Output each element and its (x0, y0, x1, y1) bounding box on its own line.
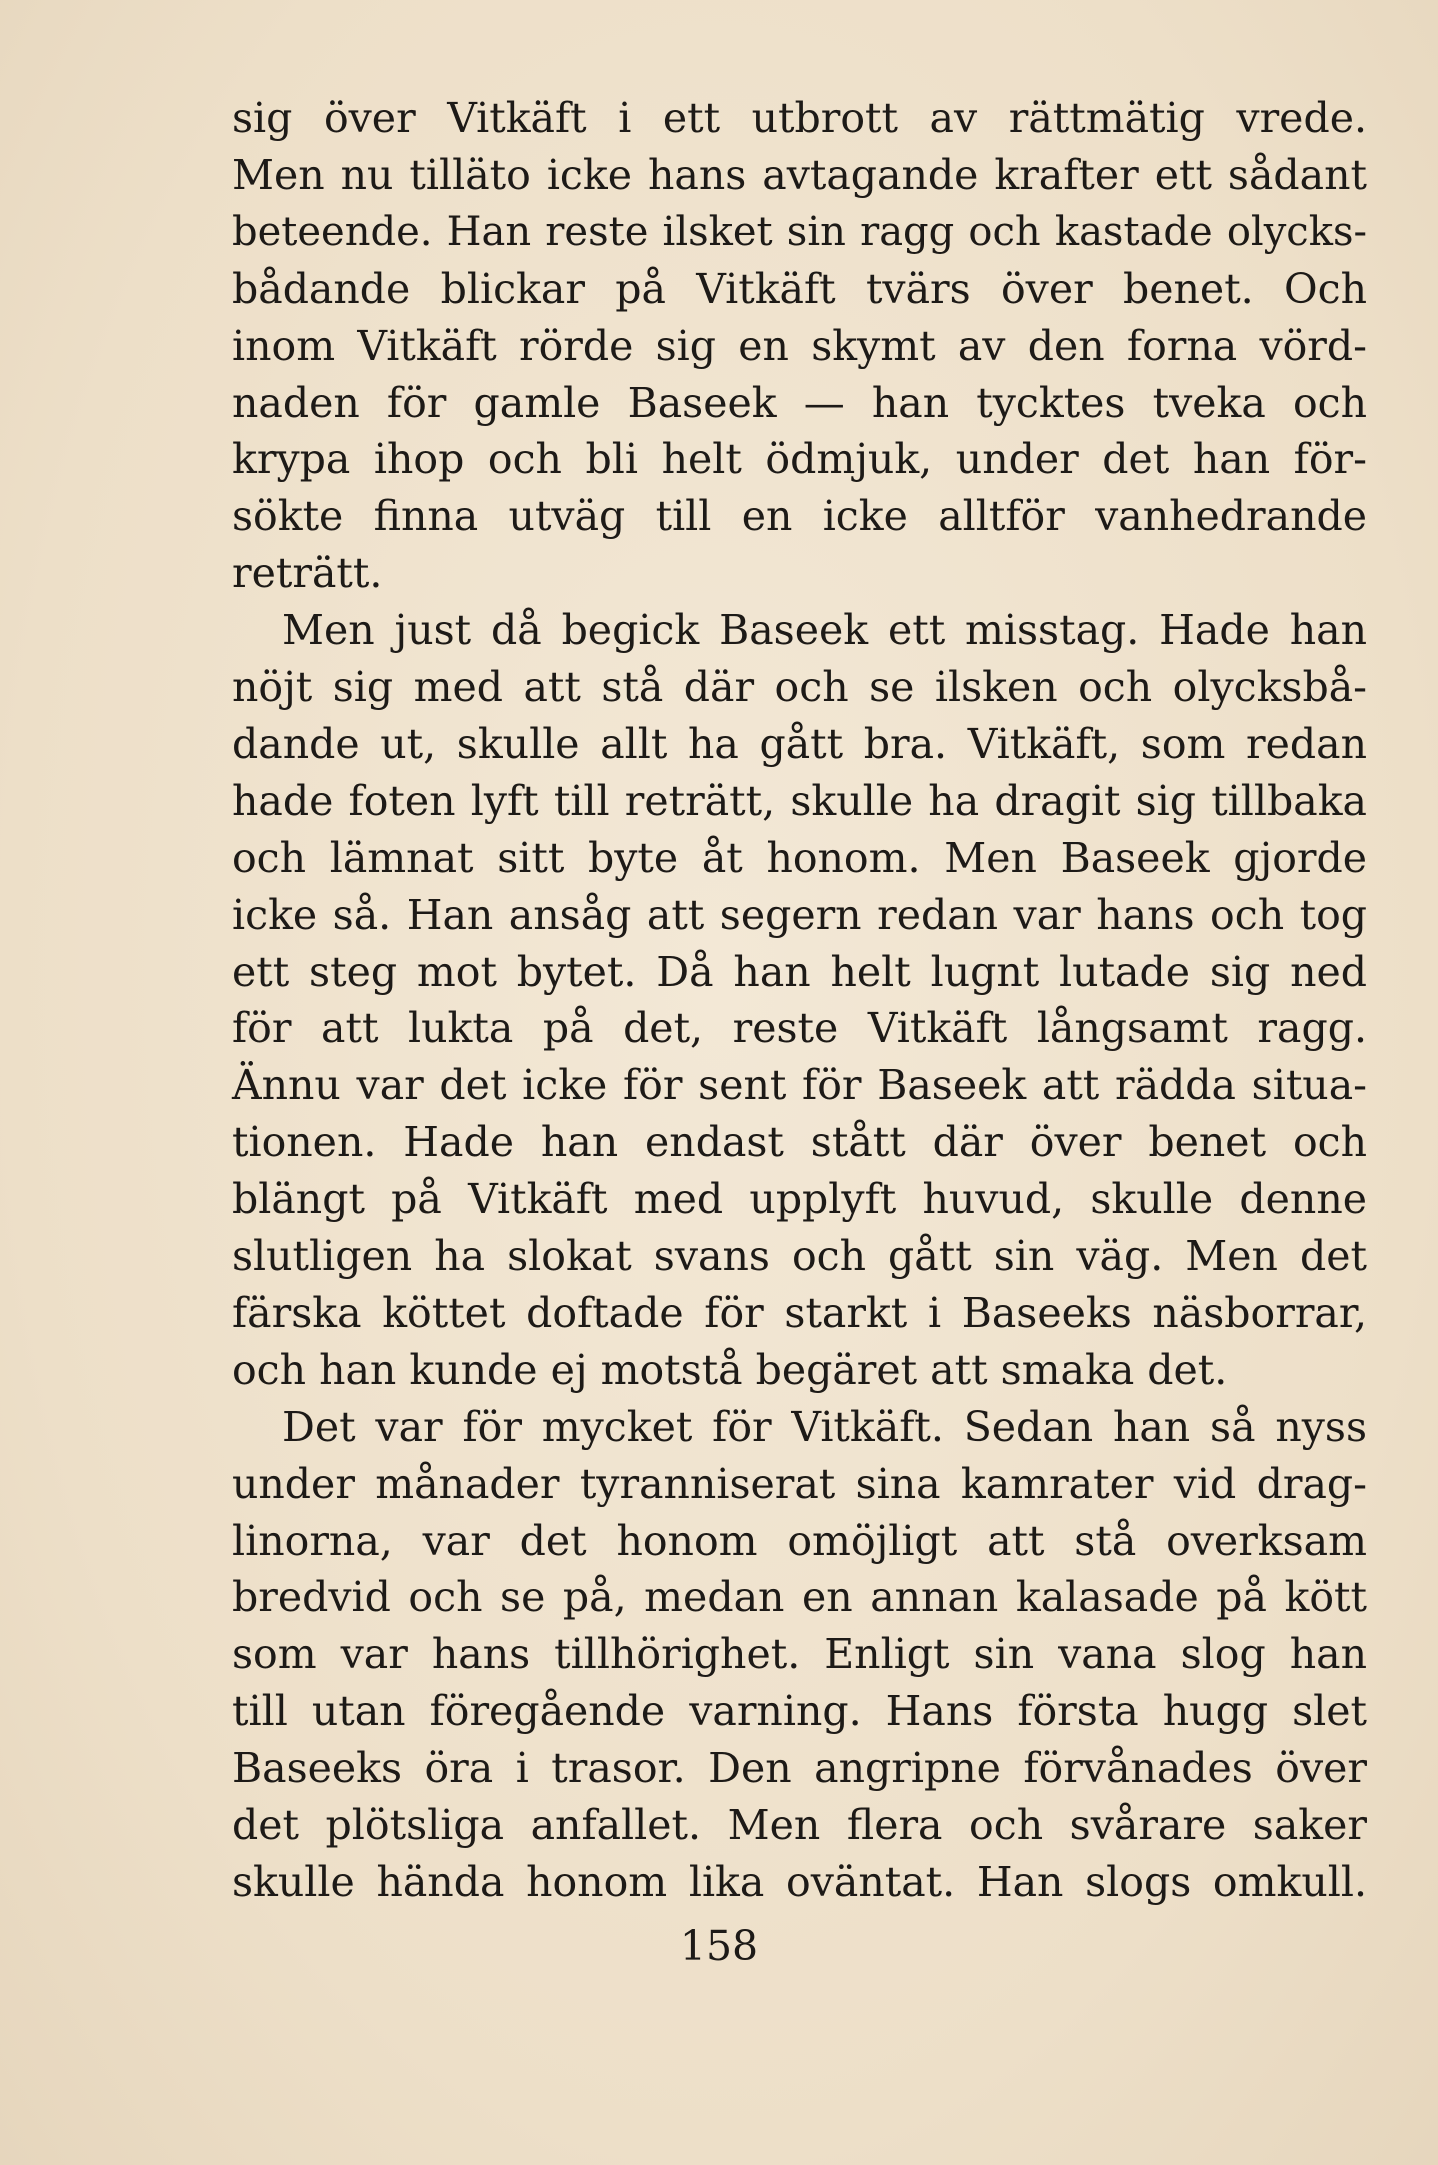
text-line: dande ut, skulle allt ha gått bra. Vitkäft, som redan (232, 719, 1367, 768)
text-line: tionen. Hade han endast stått där över benet och (232, 1118, 1367, 1167)
text-line: icke så. Han ansåg att segern redan var hans och tog (232, 890, 1367, 939)
text-line: Det var för mycket för Vitkäft. Sedan han så nyss (282, 1402, 1367, 1451)
text-line: det plötsliga anfallet. Men flera och svårare saker (232, 1801, 1367, 1849)
text-line: blängt på Vitkäft med upplyft huvud, skulle denne (232, 1175, 1367, 1224)
text-line: sig över Vitkäft i ett utbrott av rättmätig vrede. (232, 94, 1367, 142)
text-line: och lämnat sitt byte åt honom. Men Baseek gjorde (232, 833, 1367, 882)
page-number: 158 (679, 1922, 759, 1970)
text-line: Men nu tilläto icke hans avtagande krafter ett sådant (232, 150, 1367, 199)
text-line: färska köttet doftade för starkt i Baseeks näsborrar, (232, 1288, 1367, 1337)
text-line: sökte finna utväg till en icke alltför vanhedrande (232, 492, 1367, 541)
text-line: naden för gamle Baseek — han tycktes tveka och (232, 378, 1367, 427)
text-line: för att lukta på det, reste Vitkäft långsamt ragg. (232, 1004, 1367, 1053)
text-line: skulle hända honom lika oväntat. Han slogs omkull. (232, 1857, 1367, 1906)
text-line: Baseeks öra i trasor. Den angripne förvånades över (232, 1744, 1367, 1793)
text-line: nöjt sig med att stå där och se ilsken och olycksbå- (232, 663, 1367, 711)
text-line: inom Vitkäft rörde sig en skymt av den forna vörd- (232, 321, 1367, 370)
text-line: ett steg mot bytet. Då han helt lugnt lutade sig ned (232, 947, 1367, 996)
text-line: Ännu var det icke för sent för Baseek att rädda situa- (232, 1061, 1367, 1110)
text-line: Men just då begick Baseek ett misstag. Hade han (282, 606, 1367, 655)
text-line: linorna, var det honom omöjligt att stå overksam (232, 1516, 1367, 1565)
text-line: under månader tyranniserat sina kamrater vid drag- (232, 1459, 1367, 1508)
text-line: reträtt. (232, 549, 383, 598)
text-line: slutligen ha slokat svans och gått sin väg. Men det (232, 1232, 1367, 1280)
text-line: beteende. Han reste ilsket sin ragg och kastade olycks- (232, 208, 1367, 255)
text-line: och han kunde ej motstå begäret att smaka det. (232, 1345, 1228, 1394)
text-line: bredvid och se på, medan en annan kalasade på kött (232, 1573, 1367, 1622)
text-line: bådande blickar på Vitkäft tvärs över benet. Och (232, 264, 1367, 313)
text-line: krypa ihop och bli helt ödmjuk, under det han för- (232, 435, 1367, 484)
text-line: hade foten lyft till reträtt, skulle ha dragit sig tillbaka (232, 776, 1367, 825)
text-line: till utan föregående varning. Hans första hugg slet (232, 1687, 1367, 1736)
text-line: som var hans tillhörighet. Enligt sin vana slog han (232, 1630, 1367, 1679)
